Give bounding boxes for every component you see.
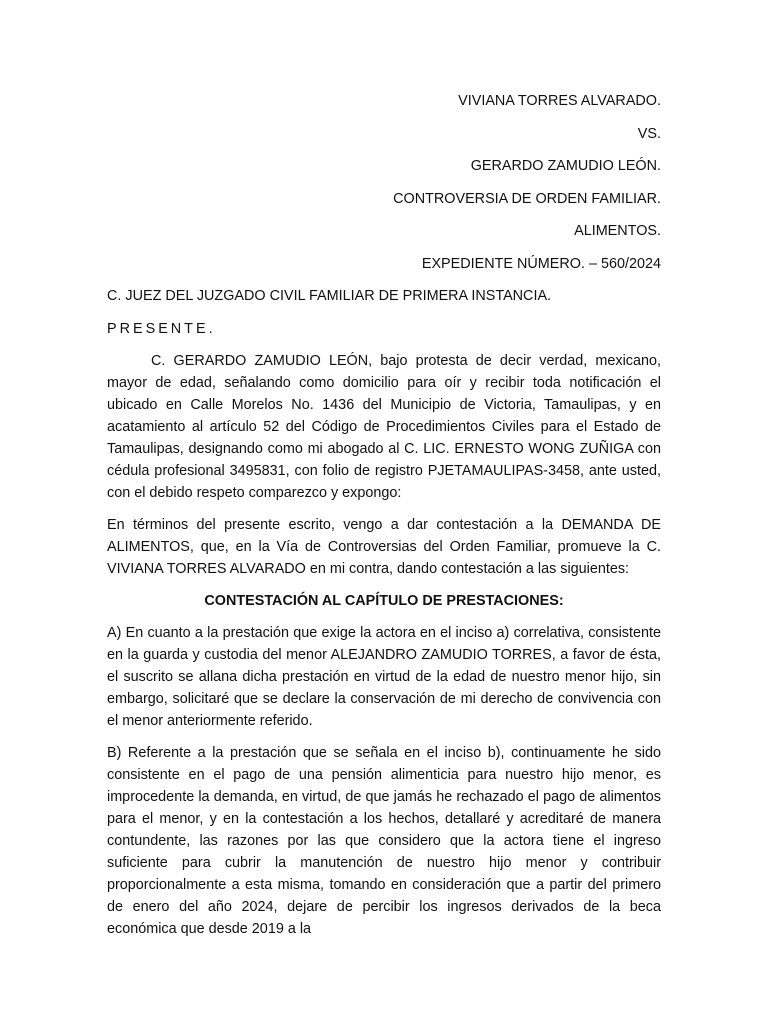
section-heading: CONTESTACIÓN AL CAPÍTULO DE PRESTACIONES:: [204, 593, 564, 609]
case-number: EXPEDIENTE NÚMERO. – 560/2024: [421, 255, 661, 272]
case-type: CONTROVERSIA DE ORDEN FAMILIAR.: [393, 190, 661, 207]
versus-label: VS.: [637, 125, 661, 142]
document-body: [107, 90, 661, 950]
case-caption: [107, 90, 661, 275]
addressee: C. JUEZ DEL JUZGADO CIVIL FAMILIAR DE PRIMERA INSTANCIA.: [107, 288, 552, 304]
defendant-name: GERARDO ZAMUDIO LEÓN.: [470, 158, 661, 174]
presente-label: PRESENTE.: [107, 320, 216, 337]
plaintiff-name: VIVIANA TORRES ALVARADO.: [458, 93, 661, 109]
intro-paragraph: C. GERARDO ZAMUDIO LEÓN, bajo protesta de decir verdad, mexicano, mayor de edad, señalando como domicilio para oír y recibir toda notificación el ubicado en Calle Morelos No. 1436 del Municipio de Victoria, Tamaulipas, y en acatamiento al artículo 52 del Código de Procedimientos Civiles para el Estado de Tamaulipas, designando como mi abogado al C. LIC. ERNESTO WONG ZUÑIGA con cédula profesional 3495831, con folio de registro PJETAMAULIPAS-3458, ante usted, con el debido respeto comparezco y expongo:: [107, 353, 661, 501]
case-subject: ALIMENTOS.: [574, 223, 661, 239]
terms-paragraph: En términos del presente escrito, vengo a dar contestación a la DEMANDA DE ALIMENTOS, que, en la Vía de Controversias del Orden Familiar, promueve la C. VIVIANA TORRES ALVARADO en mi contra, dando contestación a las siguientes:: [107, 517, 661, 577]
paragraph-b: B) Referente a la prestación que se señala en el inciso b), continuamente he sido consistente en el pago de una pensión alimenticia para nuestro hijo menor, es improcedente la demanda, en virtud, de que jamás he rechazado el pago de alimentos para el menor, y en la contestación a los hechos, detallaré y acreditaré de manera contundente, las razones por las que considero que la actora tiene el ingreso suficiente para cubrir la manutención de nuestro hijo menor y contribuir proporcionalmente a esta misma, tomando en consideración que a partir del primero de enero del año 2024, dejare de percibir los ingresos derivados de la beca económica que desde 2019 a la: [107, 745, 661, 937]
paragraph-a: A) En cuanto a la prestación que exige la actora en el inciso a) correlativa, consistente en la guarda y custodia del menor ALEJANDRO ZAMUDIO TORRES, a favor de ésta, el suscrito se allana dicha prestación en virtud de la edad de nuestro menor hijo, sin embargo, solicitaré que se declare la conservación de mi derecho de convivencia con el menor anteriormente referido.: [107, 625, 661, 729]
